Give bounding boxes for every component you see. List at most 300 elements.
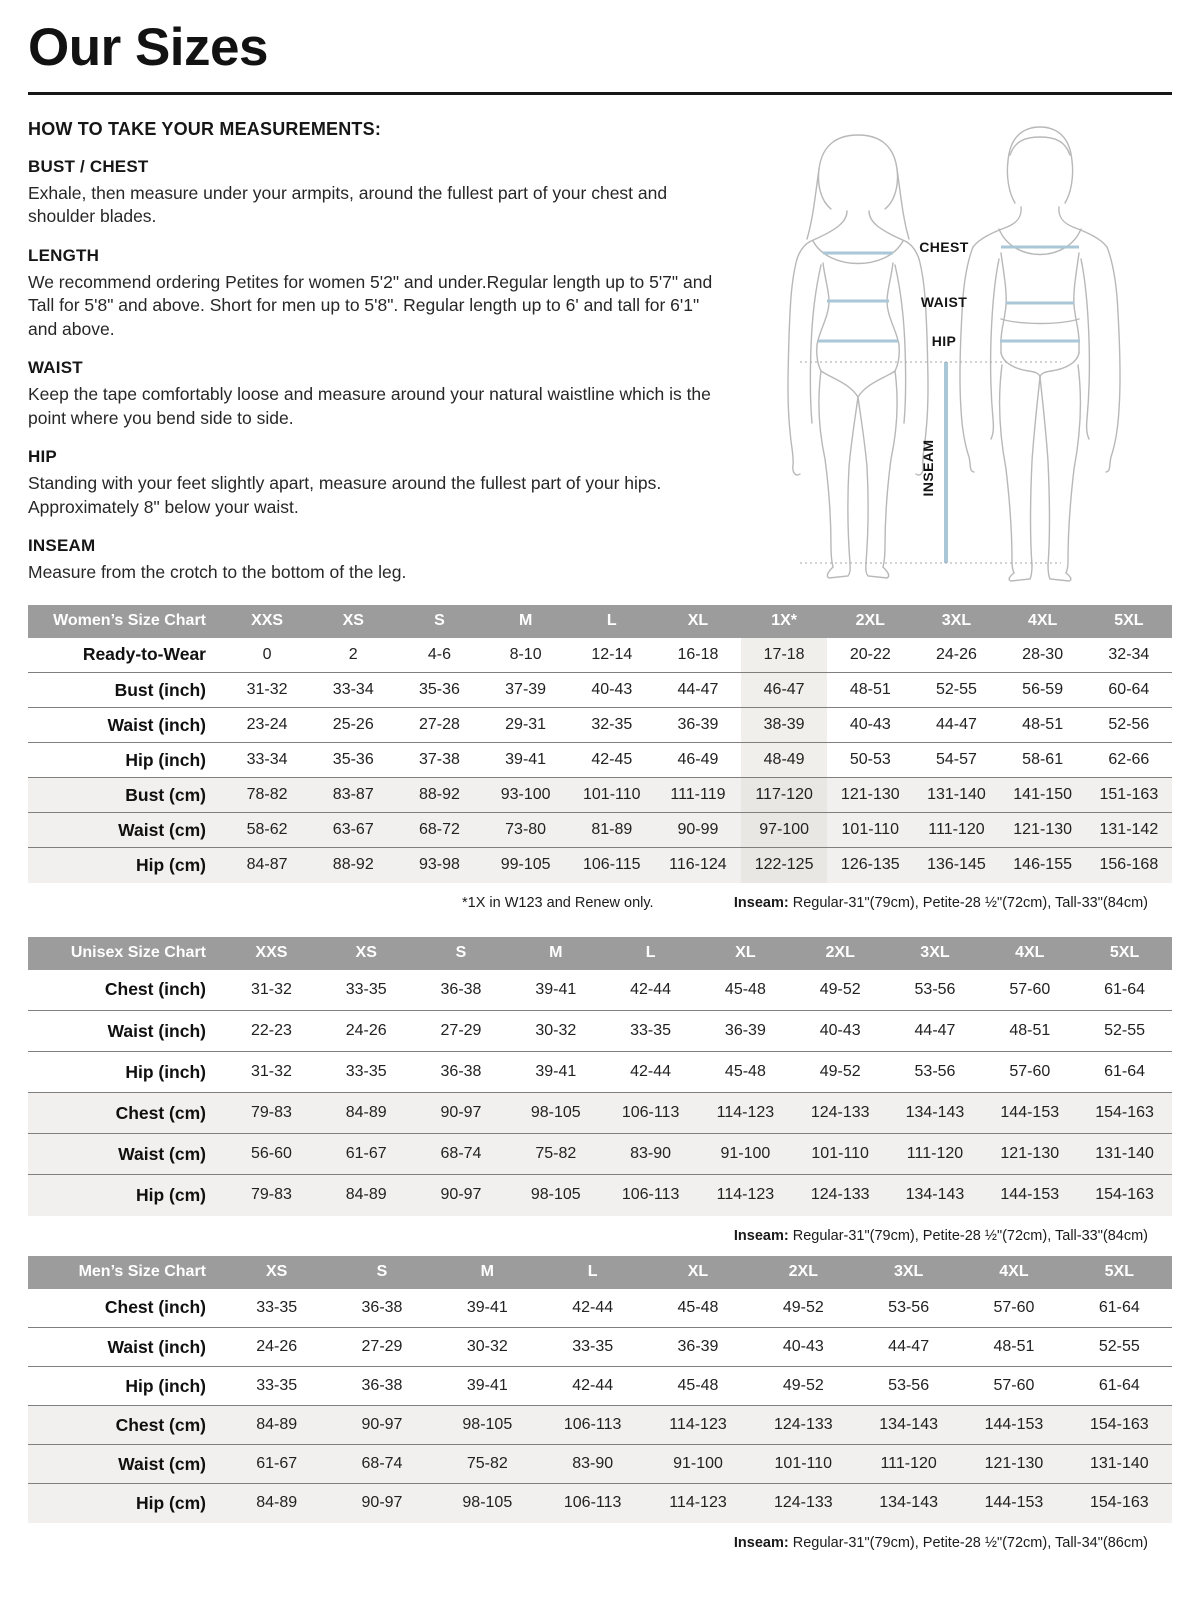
size-cell: 62-66 xyxy=(1108,751,1150,769)
table-row xyxy=(28,1289,1172,1328)
size-cell: 33-34 xyxy=(332,681,374,699)
size-cell: 75-82 xyxy=(508,1134,603,1175)
size-cell: 56-59 xyxy=(1022,681,1064,699)
size-column-header: 2XL xyxy=(793,937,888,970)
size-cell: 111-120 xyxy=(856,1445,961,1484)
size-cell: 33-35 xyxy=(630,1022,672,1040)
size-cell: 68-72 xyxy=(396,813,482,848)
size-cell: 61-64 xyxy=(1098,1298,1140,1316)
size-cell: 27-29 xyxy=(361,1338,403,1356)
size-cell: 134-143 xyxy=(856,1484,961,1523)
one-x-footnote: *1X in W123 and Renew only. xyxy=(462,894,654,911)
size-cell: 31-32 xyxy=(250,980,292,998)
size-cell: 136-145 xyxy=(913,848,999,883)
size-cell: 44-47 xyxy=(888,1338,930,1356)
size-cell: 134-143 xyxy=(856,1406,961,1445)
size-cell: 98-105 xyxy=(508,1093,603,1134)
row-label: Waist (inch) xyxy=(107,714,206,735)
size-cell: 33-34 xyxy=(246,751,288,769)
size-column-header: XL xyxy=(655,605,741,638)
size-cell: 36-39 xyxy=(724,1022,766,1040)
size-cell: 88-92 xyxy=(396,778,482,813)
size-column-header: 3XL xyxy=(856,1256,961,1289)
size-cell: 29-31 xyxy=(505,716,547,734)
size-cell: 57-60 xyxy=(1009,1063,1051,1081)
measurement-instructions-row xyxy=(28,119,1172,585)
size-cell: 53-56 xyxy=(888,1298,930,1316)
size-cell: 93-98 xyxy=(396,848,482,883)
size-cell: 40-43 xyxy=(591,681,633,699)
size-column-header: M xyxy=(483,605,569,638)
size-cell: 61-67 xyxy=(319,1134,414,1175)
size-cell: 156-168 xyxy=(1086,848,1172,883)
size-cell: 49-52 xyxy=(782,1377,824,1395)
size-column-header: M xyxy=(435,1256,540,1289)
size-column-header: L xyxy=(603,937,698,970)
size-cell: 61-67 xyxy=(224,1445,329,1484)
size-cell: 144-153 xyxy=(961,1406,1066,1445)
size-cell: 98-105 xyxy=(435,1484,540,1523)
size-cell: 124-133 xyxy=(751,1484,856,1523)
mens-table-footnotes xyxy=(28,1535,1172,1551)
instructions-column xyxy=(28,119,733,585)
size-column-header: 3XL xyxy=(888,937,983,970)
table-row xyxy=(28,708,1172,743)
size-cell: 90-97 xyxy=(329,1484,434,1523)
size-cell: 42-45 xyxy=(591,751,633,769)
size-cell: 40-43 xyxy=(849,716,891,734)
size-cell: 60-64 xyxy=(1108,681,1150,699)
size-column-header: XXS xyxy=(224,605,310,638)
row-label: Waist (cm) xyxy=(28,1445,224,1484)
table-row xyxy=(28,1328,1172,1367)
size-cell: 42-44 xyxy=(630,980,672,998)
size-cell: 33-35 xyxy=(345,980,387,998)
size-cell: 154-163 xyxy=(1077,1093,1172,1134)
size-cell: 121-130 xyxy=(961,1445,1066,1484)
size-cell: 79-83 xyxy=(224,1093,319,1134)
size-cell: 81-89 xyxy=(569,813,655,848)
size-cell: 121-130 xyxy=(827,778,913,813)
size-cell: 39-41 xyxy=(466,1377,508,1395)
title-divider xyxy=(28,92,1172,95)
size-cell: 68-74 xyxy=(329,1445,434,1484)
size-cell: 83-87 xyxy=(310,778,396,813)
table-row xyxy=(28,1484,1172,1523)
section-body: Exhale, then measure under your armpits, around the fullest part of your chest and shoulder blades. xyxy=(28,182,668,227)
size-cell: 22-23 xyxy=(250,1022,292,1040)
size-cell: 90-99 xyxy=(655,813,741,848)
size-cell: 84-89 xyxy=(224,1406,329,1445)
inseam-note-label: Inseam: xyxy=(733,1534,789,1551)
size-cell: 30-32 xyxy=(466,1338,508,1356)
size-column-header: M xyxy=(508,937,603,970)
section-heading: WAIST xyxy=(28,358,83,378)
size-cell: 53-56 xyxy=(888,1377,930,1395)
size-cell: 36-38 xyxy=(440,980,482,998)
size-cell: 48-51 xyxy=(1022,716,1064,734)
section-heading: LENGTH xyxy=(28,245,100,265)
size-cell: 37-38 xyxy=(418,751,460,769)
size-cell: 40-43 xyxy=(819,1022,861,1040)
size-cell: 0 xyxy=(262,645,272,663)
size-cell: 49-52 xyxy=(782,1298,824,1316)
mens-inseam-note xyxy=(734,1535,1148,1551)
size-cell: 154-163 xyxy=(1067,1484,1172,1523)
size-cell: 45-48 xyxy=(724,980,766,998)
size-cell: 27-28 xyxy=(418,716,460,734)
size-column-header: 5XL xyxy=(1067,1256,1172,1289)
section-bust-chest xyxy=(28,157,733,229)
size-cell: 35-36 xyxy=(332,751,374,769)
size-cell: 32-34 xyxy=(1108,645,1150,663)
row-label: Waist (cm) xyxy=(28,813,224,848)
size-cell: 52-55 xyxy=(1104,1022,1146,1040)
size-cell: 101-110 xyxy=(569,778,655,813)
size-cell: 111-119 xyxy=(655,778,741,813)
size-column-header: S xyxy=(396,605,482,638)
size-cell: 83-90 xyxy=(540,1445,645,1484)
size-cell: 39-41 xyxy=(535,980,577,998)
table-row xyxy=(28,743,1172,778)
womens-size-table xyxy=(28,605,1172,883)
row-label: Hip (cm) xyxy=(28,1175,224,1216)
size-cell: 141-150 xyxy=(1000,778,1086,813)
size-cell: 42-44 xyxy=(630,1063,672,1081)
size-cell: 117-120 xyxy=(741,778,827,813)
table-title: Women’s Size Chart xyxy=(28,605,224,638)
inseam-note-label: Inseam: xyxy=(733,894,789,911)
size-cell: 75-82 xyxy=(435,1445,540,1484)
size-cell: 27-29 xyxy=(440,1022,482,1040)
inseam-label: INSEAM xyxy=(919,439,936,497)
row-label: Chest (cm) xyxy=(28,1093,224,1134)
size-cell: 131-140 xyxy=(913,778,999,813)
size-cell: 49-52 xyxy=(819,980,861,998)
size-cell: 91-100 xyxy=(645,1445,750,1484)
row-label: Bust (inch) xyxy=(114,679,206,700)
size-cell: 106-113 xyxy=(540,1484,645,1523)
size-cell: 121-130 xyxy=(1000,813,1086,848)
size-cell: 24-26 xyxy=(256,1338,298,1356)
table-row xyxy=(28,1011,1172,1052)
size-column-header: XL xyxy=(645,1256,750,1289)
size-cell: 61-64 xyxy=(1098,1377,1140,1395)
hip-label: HIP xyxy=(931,332,956,349)
size-column-header: 1X* xyxy=(741,605,827,638)
size-cell: 33-35 xyxy=(256,1298,298,1316)
size-cell: 93-100 xyxy=(483,778,569,813)
table-row xyxy=(28,1175,1172,1216)
size-guide-page xyxy=(0,20,1200,1551)
size-column-header: 4XL xyxy=(961,1256,1066,1289)
size-cell: 44-47 xyxy=(677,681,719,699)
size-cell: 31-32 xyxy=(250,1063,292,1081)
size-cell: 73-80 xyxy=(483,813,569,848)
row-label: Hip (inch) xyxy=(125,1375,206,1396)
size-cell: 126-135 xyxy=(827,848,913,883)
size-cell: 144-153 xyxy=(982,1093,1077,1134)
size-cell: 48-49 xyxy=(741,743,827,778)
size-cell: 122-125 xyxy=(741,848,827,883)
row-label: Waist (cm) xyxy=(28,1134,224,1175)
size-column-header: 5XL xyxy=(1086,605,1172,638)
section-length xyxy=(28,246,733,342)
table-row xyxy=(28,1445,1172,1484)
row-label: Hip (inch) xyxy=(125,749,206,770)
size-column-header: 3XL xyxy=(913,605,999,638)
womens-inseam-note xyxy=(734,895,1148,911)
table-row xyxy=(28,1367,1172,1406)
measurement-diagram xyxy=(733,113,1172,585)
size-column-header: XS xyxy=(310,605,396,638)
size-cell: 90-97 xyxy=(329,1406,434,1445)
size-cell: 58-62 xyxy=(224,813,310,848)
table-row xyxy=(28,778,1172,813)
row-label: Hip (cm) xyxy=(28,848,224,883)
size-cell: 151-163 xyxy=(1086,778,1172,813)
size-cell: 45-48 xyxy=(677,1377,719,1395)
size-cell: 78-82 xyxy=(224,778,310,813)
size-cell: 36-38 xyxy=(361,1298,403,1316)
size-cell: 88-92 xyxy=(310,848,396,883)
size-cell: 48-51 xyxy=(1009,1022,1051,1040)
size-cell: 32-35 xyxy=(591,716,633,734)
size-cell: 16-18 xyxy=(677,645,719,663)
size-cell: 17-18 xyxy=(741,638,827,673)
size-column-header: XL xyxy=(698,937,793,970)
size-cell: 39-41 xyxy=(535,1063,577,1081)
size-cell: 54-57 xyxy=(936,751,977,769)
size-column-header: 2XL xyxy=(827,605,913,638)
size-cell: 124-133 xyxy=(751,1406,856,1445)
size-cell: 98-105 xyxy=(435,1406,540,1445)
size-cell: 101-110 xyxy=(751,1445,856,1484)
size-cell: 91-100 xyxy=(698,1134,793,1175)
size-column-header: L xyxy=(569,605,655,638)
size-cell: 33-35 xyxy=(256,1377,298,1395)
woman-figure-illustration xyxy=(788,135,928,578)
size-cell: 83-90 xyxy=(603,1134,698,1175)
size-cell: 25-26 xyxy=(332,716,374,734)
size-cell: 98-105 xyxy=(508,1175,603,1216)
row-label: Hip (inch) xyxy=(125,1061,206,1082)
size-cell: 8-10 xyxy=(509,645,542,663)
inseam-note-label: Inseam: xyxy=(733,1227,789,1244)
size-cell: 106-113 xyxy=(603,1175,698,1216)
how-to-heading: HOW TO TAKE YOUR MEASUREMENTS: xyxy=(28,118,382,139)
size-cell: 106-113 xyxy=(603,1093,698,1134)
size-cell: 84-89 xyxy=(224,1484,329,1523)
size-cell: 39-41 xyxy=(466,1298,508,1316)
table-row xyxy=(28,638,1172,673)
inseam-note-text: Regular-31"(79cm), Petite-28 ½"(72cm), Tall-33"(84cm) xyxy=(788,894,1148,911)
size-cell: 30-32 xyxy=(535,1022,577,1040)
size-cell: 131-140 xyxy=(1077,1134,1172,1175)
table-row xyxy=(28,1093,1172,1134)
size-cell: 35-36 xyxy=(418,681,460,699)
table-row xyxy=(28,1406,1172,1445)
page-title: Our Sizes xyxy=(28,18,268,77)
size-cell: 61-64 xyxy=(1104,1063,1146,1081)
size-cell: 97-100 xyxy=(741,813,827,848)
size-cell: 90-97 xyxy=(414,1093,509,1134)
table-title: Men’s Size Chart xyxy=(28,1256,224,1289)
size-cell: 114-123 xyxy=(698,1093,793,1134)
size-column-header: 2XL xyxy=(751,1256,856,1289)
size-cell: 58-61 xyxy=(1022,751,1064,769)
size-column-header: S xyxy=(414,937,509,970)
size-cell: 101-110 xyxy=(793,1134,888,1175)
size-cell: 42-44 xyxy=(572,1298,614,1316)
size-cell: 53-56 xyxy=(914,1063,956,1081)
table-row xyxy=(28,848,1172,883)
row-label: Bust (cm) xyxy=(28,778,224,813)
size-cell: 63-67 xyxy=(310,813,396,848)
size-cell: 50-53 xyxy=(849,751,891,769)
mens-size-table xyxy=(28,1256,1172,1523)
size-cell: 31-32 xyxy=(246,681,288,699)
size-cell: 57-60 xyxy=(1009,980,1051,998)
section-heading: HIP xyxy=(28,447,57,467)
size-cell: 46-49 xyxy=(677,751,719,769)
inseam-note-text: Regular-31"(79cm), Petite-28 ½"(72cm), Tall-34"(86cm) xyxy=(788,1534,1148,1551)
section-body: Keep the tape comfortably loose and measure around your natural waistline which is the point where you bend side to side. xyxy=(28,384,711,428)
size-cell: 39-41 xyxy=(505,751,547,769)
row-label: Chest (inch) xyxy=(104,979,206,1000)
size-cell: 56-60 xyxy=(224,1134,319,1175)
size-cell: 53-56 xyxy=(914,980,956,998)
chest-label: CHEST xyxy=(918,238,969,255)
size-cell: 90-97 xyxy=(414,1175,509,1216)
size-cell: 144-153 xyxy=(961,1484,1066,1523)
section-body: Measure from the crotch to the bottom of the leg. xyxy=(28,562,407,583)
size-cell: 46-47 xyxy=(741,673,827,708)
size-cell: 134-143 xyxy=(888,1175,983,1216)
size-cell: 36-38 xyxy=(440,1063,482,1081)
row-label: Hip (cm) xyxy=(28,1484,224,1523)
size-cell: 37-39 xyxy=(505,681,547,699)
size-cell: 84-89 xyxy=(319,1093,414,1134)
row-label: Chest (inch) xyxy=(104,1297,206,1318)
section-body: We recommend ordering Petites for women 5'2" and under.Regular length up to 5'7" and Tall for 5'8" and above. Short for men up to 5'8". Regular length up to 6' and tall for 6'1" and above. xyxy=(28,271,713,339)
size-cell: 45-48 xyxy=(677,1298,719,1316)
inseam-note-text: Regular-31"(79cm), Petite-28 ½"(72cm), Tall-33"(84cm) xyxy=(788,1227,1148,1244)
section-heading: BUST / CHEST xyxy=(28,156,149,176)
waist-label: WAIST xyxy=(920,293,967,310)
row-label: Chest (cm) xyxy=(28,1406,224,1445)
size-cell: 49-52 xyxy=(819,1063,861,1081)
size-cell: 57-60 xyxy=(993,1377,1035,1395)
size-cell: 57-60 xyxy=(993,1298,1035,1316)
size-cell: 101-110 xyxy=(827,813,913,848)
size-column-header: L xyxy=(540,1256,645,1289)
size-cell: 134-143 xyxy=(888,1093,983,1134)
size-cell: 33-35 xyxy=(345,1063,387,1081)
size-cell: 48-51 xyxy=(993,1338,1035,1356)
size-cell: 131-142 xyxy=(1086,813,1172,848)
size-cell: 24-26 xyxy=(345,1022,387,1040)
size-cell: 48-51 xyxy=(849,681,891,699)
size-cell: 146-155 xyxy=(1000,848,1086,883)
size-cell: 84-87 xyxy=(224,848,310,883)
unisex-table-footnotes xyxy=(28,1228,1172,1244)
size-cell: 20-22 xyxy=(849,645,891,663)
table-row xyxy=(28,813,1172,848)
section-body: Standing with your feet slightly apart, measure around the fullest part of your hips. Approximately 8" below your waist. xyxy=(28,473,662,517)
size-cell: 36-38 xyxy=(361,1377,403,1395)
size-cell: 121-130 xyxy=(982,1134,1077,1175)
size-cell: 52-55 xyxy=(936,681,977,699)
man-figure-illustration xyxy=(959,127,1119,581)
size-column-header: XXS xyxy=(224,937,319,970)
size-cell: 4-6 xyxy=(427,645,451,663)
size-cell: 52-56 xyxy=(1108,716,1150,734)
size-cell: 2 xyxy=(348,645,358,663)
size-column-header: 4XL xyxy=(1000,605,1086,638)
size-cell: 36-39 xyxy=(677,1338,719,1356)
size-cell: 124-133 xyxy=(793,1175,888,1216)
size-cell: 61-64 xyxy=(1104,980,1146,998)
size-cell: 154-163 xyxy=(1077,1175,1172,1216)
size-cell: 116-124 xyxy=(655,848,741,883)
section-inseam xyxy=(28,536,733,585)
size-cell: 106-115 xyxy=(569,848,655,883)
size-cell: 154-163 xyxy=(1067,1406,1172,1445)
size-cell: 40-43 xyxy=(782,1338,824,1356)
size-cell: 114-123 xyxy=(645,1406,750,1445)
section-waist xyxy=(28,358,733,430)
size-column-header: S xyxy=(329,1256,434,1289)
size-cell: 23-24 xyxy=(246,716,288,734)
womens-table-footnotes xyxy=(28,895,1172,911)
size-column-header: XS xyxy=(224,1256,329,1289)
size-cell: 111-120 xyxy=(913,813,999,848)
size-column-header: 5XL xyxy=(1077,937,1172,970)
size-cell: 44-47 xyxy=(936,716,977,734)
size-cell: 44-47 xyxy=(914,1022,956,1040)
table-row xyxy=(28,1134,1172,1175)
size-column-header: 4XL xyxy=(982,937,1077,970)
body-measurement-illustration xyxy=(763,113,1143,583)
size-cell: 84-89 xyxy=(319,1175,414,1216)
size-cell: 45-48 xyxy=(724,1063,766,1081)
size-cell: 114-123 xyxy=(698,1175,793,1216)
section-hip xyxy=(28,447,733,519)
size-cell: 124-133 xyxy=(793,1093,888,1134)
size-cell: 114-123 xyxy=(645,1484,750,1523)
table-title: Unisex Size Chart xyxy=(28,937,224,970)
table-row xyxy=(28,1052,1172,1093)
size-cell: 12-14 xyxy=(591,645,633,663)
size-cell: 106-113 xyxy=(540,1406,645,1445)
size-cell: 131-140 xyxy=(1067,1445,1172,1484)
size-cell: 36-39 xyxy=(677,716,719,734)
row-label: Waist (inch) xyxy=(107,1336,206,1357)
size-cell: 42-44 xyxy=(572,1377,614,1395)
size-cell: 24-26 xyxy=(936,645,977,663)
size-cell: 68-74 xyxy=(414,1134,509,1175)
size-cell: 79-83 xyxy=(224,1175,319,1216)
unisex-inseam-note xyxy=(734,1228,1148,1244)
size-cell: 144-153 xyxy=(982,1175,1077,1216)
size-column-header: XS xyxy=(319,937,414,970)
size-cell: 52-55 xyxy=(1098,1338,1140,1356)
row-label: Waist (inch) xyxy=(107,1020,206,1041)
size-cell: 99-105 xyxy=(483,848,569,883)
section-heading: INSEAM xyxy=(28,536,96,556)
size-cell: 33-35 xyxy=(572,1338,614,1356)
